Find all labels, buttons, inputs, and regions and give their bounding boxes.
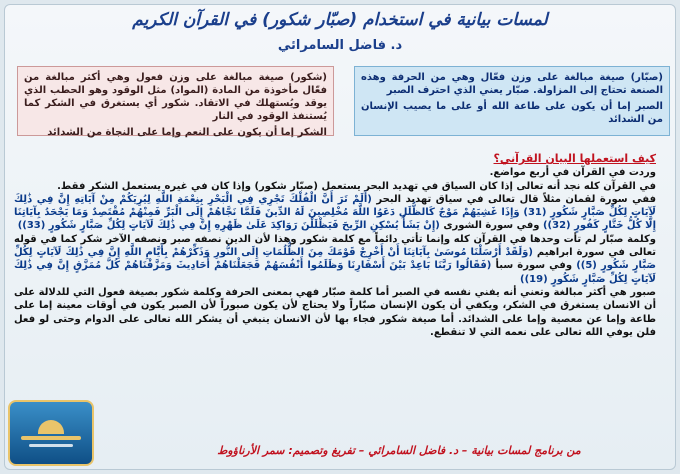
author-name: د. فاضل السامرائي bbox=[277, 38, 403, 53]
ibrahim-intro: وكلمة صبّار لم تأت وحدها في القرآن كله وإنما تأتي دائماً مع كلمة شكور وهذا لأن الدين نصفه صبر ونصفه الآخر شكر كما في قوله تعالى في سورة ابراهيم bbox=[14, 233, 656, 259]
paragraph-occurrences: وردت في القرآن في أربع مواضع. bbox=[489, 167, 656, 179]
definition-box-sabbar bbox=[354, 66, 670, 136]
definition-box-shakoor bbox=[17, 66, 334, 136]
saba-intro: وفي سورة سبأ bbox=[495, 260, 573, 272]
footer-credit: من برنامج لمسات بيانية – د. فاضل السامرائي – تفريغ وتصميم: سمر الأرناؤوط bbox=[217, 444, 581, 457]
paragraph-luqman bbox=[14, 193, 656, 233]
sabbar-definition: (صبّار) صيغة مبالغة على وزن فعّال وهي من الحرفة وهذه الصنعة تحتاج إلى المزاولة. صبّار يعني الذي احترف الصبر bbox=[361, 72, 663, 96]
shakoor-note: الشكر إما أن يكون على النعم وإما على النجاة من الشدائد bbox=[47, 127, 327, 138]
paragraph-conclusion: صبور هي أكثر مبالغة وتعني أنه يفني نفسه في الصبر أما كلمة صبّار فهي بمعنى الحرفة وكلمة شكور بصيغة فعول التي للدلالة على أن الانسان يستغرق في الشكر، ويكفي أن يكون الإنسان صبّاراً ولا يحتاج لأن يكون صبوراً لأن الصبر يكون في أوقات معينة إما على طاعة وإما عن معصية وإما على الشدائد. أما صيغة شكور فجاء بها لأن الانسان ينبغي أن يشكر الله تعالى على الدوام وحتى لو فعل فلن يوفي الله تعالى على نعمه التي لا تنقطع. bbox=[14, 286, 656, 338]
quran-verse-ibrahim: (وَلَقَدْ أَرْسَلْنَا مُوسَىٰ بِآيَاتِنَا أَنْ أَخْرِجْ قَوْمَكَ مِنَ الظُّلُمَاتِ إِلَى النُّورِ وَذَكِّرْهُمْ بِأَيَّامِ اللَّهِ إِنَّ فِي ذَٰلِكَ لَآيَاتٍ لِكُلِّ صَبَّارٍ شَكُورٍ (5)) bbox=[14, 247, 657, 272]
shakoor-definition: (شكور) صيغة مبالغة على وزن فعول وهي أكثر مبالغة من فعّال مأخوذة من المادة (المواد) مثل الوقود وهو الحطب الذي يوقد ويُستهلك في الاتقاد. شكور أي يستغرق في الشكر كما يُستنفذ الوقود في النار bbox=[24, 72, 327, 122]
paragraph-ibrahim bbox=[14, 233, 656, 286]
luqman-intro: ففي سورة لقمان مثلاً قال تعالى في سياق تهديد البحر bbox=[376, 193, 656, 205]
shura-intro: وفي سورة الشورى bbox=[443, 220, 540, 232]
paragraph-context: في القرآن كله نجد أنه تعالى إذا كان السياق في تهديد البحر يستعمل (صبّار شكور) وإذا كان في غيره يستعمل الشكر فقط. bbox=[57, 180, 656, 192]
quran-verse-luqman: (أَلَمْ تَرَ أَنَّ الْفُلْكَ تَجْرِي فِي الْبَحْرِ بِنِعْمَةِ اللَّهِ لِيُرِيَكُمْ مِنْ آيَاتِهِ إِنَّ فِي ذَٰلِكَ لَآيَاتٍ لِكُلِّ صَبَّارٍ شَكُورٍ (31) وَإِذَا غَشِيَهُمْ مَوْجٌ كَالظُّلَلِ دَعَوُا اللَّهَ مُخْلِصِينَ لَهُ الدِّينَ فَلَمَّا نَجَّاهُمْ إِلَى الْبَرِّ فَمِنْهُمْ مُقْتَصِدٌ وَمَا يَجْحَدُ بِآيَاتِنَا إِلَّا كُلُّ خَتَّارٍ كَفُورٍ (32)) bbox=[14, 193, 656, 232]
section-heading: كيف استعملها البيان القرآني؟ bbox=[493, 152, 656, 165]
main-text bbox=[14, 152, 656, 424]
quran-verse-shura: (إِنْ يَشَأْ يُسْكِنِ الرِّيحَ فَيَظْلَلْنَ رَوَاكِدَ عَلَىٰ ظَهْرِهِ إِنَّ فِي ذَٰلِكَ لَآيَاتٍ لِكُلِّ صَبَّارٍ شَكُورٍ (33)) bbox=[17, 220, 440, 232]
sabbar-note: الصبر إما أن يكون على طاعة الله أو على ما يصيب الإنسان من الشدائد bbox=[361, 101, 663, 125]
quran-verse-saba: (فَقَالُوا رَبَّنَا بَاعِدْ بَيْنَ أَسْفَارِنَا وَظَلَمُوا أَنْفُسَهُمْ فَجَعَلْنَاهُمْ أَحَادِيثَ وَمَزَّقْنَاهُمْ كُلَّ مُمَزَّقٍ إِنَّ فِي ذَٰلِكَ لَآيَاتٍ لِكُلِّ صَبَّارٍ شَكُورٍ (19)) bbox=[14, 260, 656, 285]
page-title: لمسات بيانية في استخدام (صبّار شكور) في القرآن الكريم bbox=[132, 10, 548, 30]
islamiyyat-logo-icon bbox=[8, 400, 94, 466]
